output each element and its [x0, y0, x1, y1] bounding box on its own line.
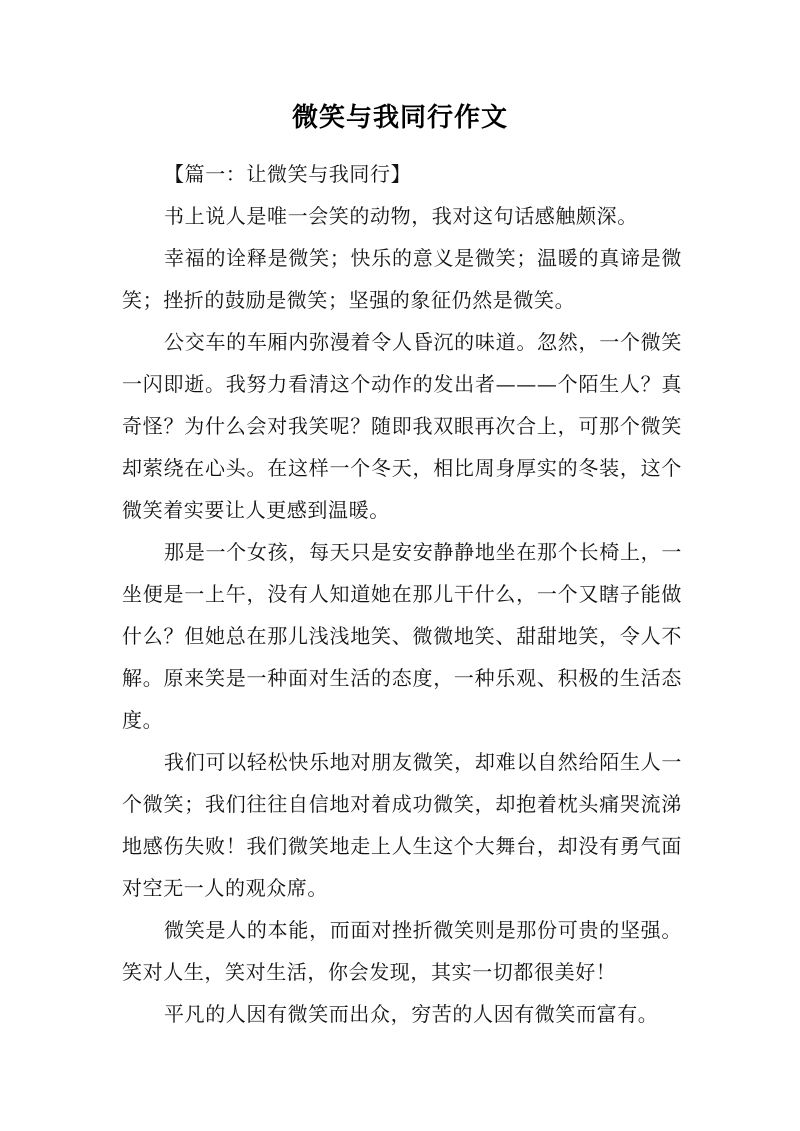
paragraph: 公交车的车厢内弥漫着令人昏沉的味道。忽然，一个微笑一闪即逝。我努力看清这个动作的发出者———个陌生人？真奇怪？为什么会对我笑呢？随即我双眼再次合上，可那个微笑却萦绕在心头。在这样一个冬天，相比周身厚实的冬装，这个微笑着实要让人更感到温暖。: [122, 330, 682, 522]
paragraph: 那是一个女孩，每天只是安安静静地坐在那个长椅上，一坐便是一上午，没有人知道她在那儿干什么，一个又瞎子能做什么？但她总在那儿浅浅地笑、微微地笑、甜甜地笑，令人不解。原来笑是一种面对生活的态度，一种乐观、积极的生活态度。: [122, 540, 682, 732]
section-heading: 【篇一：让微笑与我同行】: [164, 162, 412, 186]
paragraph: 平凡的人因有微笑而出众，穷苦的人因有微笑而富有。: [164, 1002, 659, 1026]
paragraph: 我们可以轻松快乐地对朋友微笑，却难以自然给陌生人一个微笑；我们往往自信地对着成功微笑，却抱着枕头痛哭流涕地感伤失败！我们微笑地走上人生这个大舞台，却没有勇气面对空无一人的观众席。: [122, 750, 682, 900]
document-title: 微笑与我同行作文: [291, 103, 508, 133]
document-body: [122, 153, 682, 1035]
paragraph: 幸福的诠释是微笑；快乐的意义是微笑；温暖的真谛是微笑；挫折的鼓励是微笑；坚强的象征仍然是微笑。: [122, 246, 682, 312]
paragraph: 微笑是人的本能，而面对挫折微笑则是那份可贵的坚强。笑对人生，笑对生活，你会发现，其实一切都很美好！: [122, 918, 682, 984]
paragraph: 书上说人是唯一会笑的动物，我对这句话感触颇深。: [164, 204, 638, 228]
